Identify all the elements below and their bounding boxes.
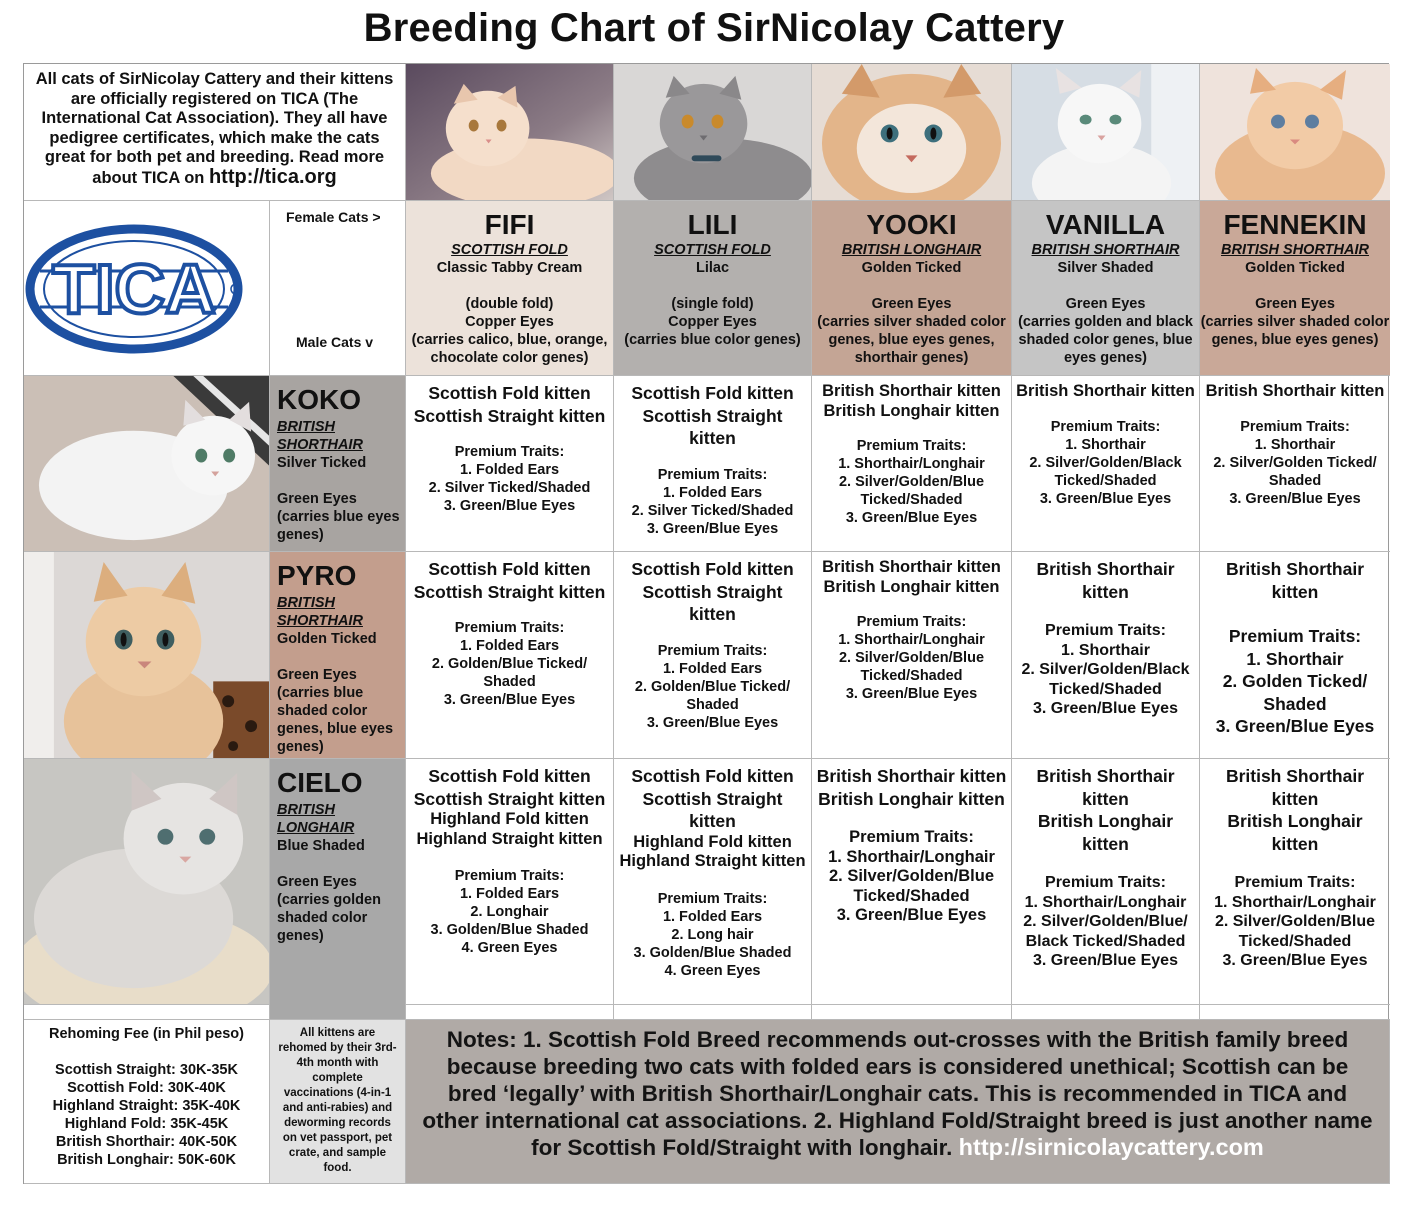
trait-item: 3. Green/Blue Eyes — [1222, 952, 1368, 969]
notes-box — [406, 1020, 1390, 1184]
kitten-type: British Shorthair kitten — [822, 558, 1001, 576]
fee-item: Highland Fold: 35K-45K — [64, 1116, 229, 1132]
trait-item: 2. Golden/Blue Ticked/ Shaded — [431, 656, 588, 690]
female-color: Golden Ticked — [1245, 260, 1345, 276]
result-pyro-yooki — [812, 552, 1012, 759]
male-detail: Green Eyes — [277, 874, 357, 890]
trait-item: 2. Silver Ticked/Shaded — [428, 480, 591, 496]
traits-heading: Premium Traits: — [1228, 626, 1362, 646]
kitten-type: Scottish Fold kitten — [631, 766, 794, 786]
result-koko-lili — [614, 376, 812, 552]
kitten-type: British Longhair kitten — [1227, 811, 1363, 854]
female-breed: BRITISH SHORTHAIR — [1031, 242, 1180, 258]
traits-heading: Premium Traits: — [856, 614, 967, 630]
trait-item: 2. Silver/Golden/Black Ticked/Shaded — [1029, 454, 1182, 489]
fee-item: British Shorthair: 40K-50K — [55, 1134, 238, 1150]
result-cielo-yooki — [812, 759, 1012, 1005]
kitten-type: British Longhair kitten — [823, 577, 1000, 596]
female-detail: Green Eyes — [1065, 296, 1146, 312]
female-detail: Copper Eyes — [668, 314, 757, 330]
yooki-photo — [812, 64, 1012, 201]
trait-item: 1. Shorthair — [1065, 436, 1146, 453]
trait-item: 2. Silver/Golden Ticked/ Shaded — [1213, 454, 1377, 489]
cattery-link[interactable]: http://sirnicolaycattery.com — [958, 1134, 1264, 1160]
trait-item: 1. Shorthair — [1246, 648, 1344, 669]
female-detail: Green Eyes — [1255, 296, 1335, 312]
female-name: FENNEKIN — [1223, 209, 1367, 240]
spacer-cell — [614, 1005, 812, 1020]
female-detail: (carries golden and black shaded color genes, blue eyes genes) — [1018, 314, 1193, 366]
traits-heading: Premium Traits: — [657, 466, 768, 483]
intro-body: All cats of SirNicolay Cattery and their kittens are officially registered on TICA (The International Cat Association). They all have pedigree certificates, which make the cats great for both pet and breeding. Read more about TICA on — [35, 70, 394, 187]
vanilla-photo — [1012, 64, 1200, 201]
female-detail: (double fold) — [465, 296, 554, 312]
male-info-cielo — [270, 759, 406, 1020]
male-name: CIELO — [277, 767, 363, 798]
spacer-cell — [1200, 1005, 1390, 1020]
cielo-photo — [24, 759, 270, 1005]
page-title: Breeding Chart of SirNicolay Cattery — [363, 6, 1065, 50]
kitten-type: Scottish Fold kitten — [631, 383, 794, 403]
trait-item: 3. Green/Blue Eyes — [1033, 700, 1178, 717]
fennekin-photo — [1200, 64, 1390, 201]
trait-item: 2. Golden/Blue Ticked/ Shaded — [634, 678, 791, 713]
trait-item: 1. Folded Ears — [459, 462, 560, 478]
kitten-type: Scottish Straight kitten — [642, 581, 783, 624]
lili-photo-image — [614, 64, 811, 200]
traits-heading: Premium Traits: — [1234, 874, 1356, 891]
trait-item: 1. Shorthair/Longhair — [1214, 893, 1376, 911]
female-color: Lilac — [695, 260, 730, 276]
trait-item: 4. Green Eyes — [664, 962, 761, 979]
female-detail: (carries silver shaded color genes, blue eyes genes) — [1200, 314, 1390, 348]
trait-item: 4. Green Eyes — [461, 940, 558, 956]
spacer-cell — [406, 1005, 614, 1020]
kitten-type: British Shorthair kitten — [1036, 766, 1175, 809]
male-name: KOKO — [277, 384, 361, 415]
rehoming-fee — [24, 1020, 270, 1184]
female-name: YOOKI — [866, 209, 957, 240]
kitten-type: British Shorthair kitten — [1225, 766, 1365, 809]
logo-text: TICA — [52, 250, 216, 328]
traits-heading: Premium Traits: — [454, 444, 565, 460]
male-name: PYRO — [277, 560, 357, 591]
male-info-pyro — [270, 552, 406, 759]
traits-heading: Premium Traits: — [657, 890, 768, 907]
trait-item: 3. Green/Blue Eyes — [646, 520, 779, 537]
spacer-cell — [812, 1005, 1012, 1020]
cielo-photo-image — [24, 759, 269, 1004]
result-koko-yooki — [812, 376, 1012, 552]
trait-item: 2. Silver/Golden/Blue/ Black Ticked/Shaded — [1023, 913, 1188, 950]
kitten-type: Scottish Straight kitten — [413, 581, 606, 602]
female-header-fifi — [406, 201, 614, 376]
trait-item: 1. Folded Ears — [459, 638, 560, 654]
kitten-type: Scottish Straight kitten — [642, 788, 783, 831]
female-detail: Green Eyes — [871, 296, 952, 312]
lili-photo — [614, 64, 812, 201]
koko-photo — [24, 376, 270, 552]
trait-item: 3. Green/Blue Eyes — [646, 714, 779, 731]
female-name: FIFI — [484, 209, 535, 240]
tica-logo-icon — [24, 201, 270, 376]
male-cats-label: Male Cats v — [296, 334, 374, 350]
female-header-lili — [614, 201, 812, 376]
fee-item: Highland Straight: 35K-40K — [52, 1098, 241, 1114]
result-koko-fifi — [406, 376, 614, 552]
kitten-type: British Shorthair kitten — [816, 766, 1007, 786]
trait-item: 3. Green/Blue Eyes — [443, 498, 576, 514]
trait-item: 1. Folded Ears — [662, 660, 763, 677]
trait-item: 3. Green/Blue Eyes — [836, 906, 987, 924]
trait-item: 2. Silver/Golden/Blue Ticked/Shaded — [838, 650, 985, 684]
female-detail: (carries blue color genes) — [624, 332, 801, 348]
female-detail: Copper Eyes — [465, 314, 554, 330]
kitten-type: Scottish Straight kitten — [413, 788, 606, 809]
trait-item: 3. Green/Blue Eyes — [845, 686, 978, 702]
female-name: VANILLA — [1045, 209, 1166, 240]
notes-text: Notes: 1. Scottish Fold Breed recommends out-crosses with the British family breed because breeding two cats with folded ears is considered unethical; Scottish can be bred ‘legally’ with British Shorthair/Longhair cats. This is recommended in TICA and other international cat associations. 2. Highland Fold/Straight breed is just another name for Scottish Fold/Straight with longhair. — [422, 1027, 1373, 1160]
kitten-type: British Shorthair kitten — [822, 382, 1001, 400]
intro-text — [24, 64, 406, 201]
female-breed: SCOTTISH FOLD — [451, 242, 568, 258]
male-detail: Green Eyes — [277, 491, 357, 507]
male-color: Silver Ticked — [277, 455, 367, 471]
female-detail: (single fold) — [671, 296, 754, 312]
result-cielo-lili — [614, 759, 812, 1005]
trait-item: 1. Shorthair/Longhair — [1024, 893, 1187, 911]
trait-item: 3. Green/Blue Eyes — [845, 510, 978, 526]
result-pyro-vanilla — [1012, 552, 1200, 759]
kitten-type: Scottish Fold kitten — [631, 559, 794, 579]
female-color: Golden Ticked — [861, 260, 962, 276]
trait-item: 1. Folded Ears — [662, 484, 763, 501]
trait-item: 1. Shorthair/Longhair — [838, 456, 985, 472]
fee-item: Scottish Fold: 30K-40K — [67, 1080, 226, 1096]
result-koko-vanilla — [1012, 376, 1200, 552]
axis-labels — [270, 201, 406, 376]
female-header-vanilla — [1012, 201, 1200, 376]
male-detail: (carries blue shaded color genes, blue eyes genes) — [277, 685, 394, 755]
pyro-photo-image — [24, 552, 269, 758]
trait-item: 2. Silver/Golden/Blue Ticked/Shaded — [828, 867, 995, 905]
female-name: LILI — [687, 209, 738, 240]
kitten-type: Highland Straight kitten — [416, 829, 603, 848]
result-koko-fennekin — [1200, 376, 1390, 552]
male-detail: (carries blue eyes genes) — [277, 509, 400, 543]
trait-item: 2. Silver/Golden/Blue Ticked/Shaded — [838, 474, 985, 508]
trait-item: 3. Green/Blue Eyes — [1215, 716, 1375, 736]
female-header-fennekin — [1200, 201, 1390, 376]
female-detail: (carries silver shaded color genes, blue eyes genes, shorthair genes) — [817, 314, 1006, 366]
traits-heading: Premium Traits: — [1240, 418, 1350, 435]
rehome-note: All kittens are rehomed by their 3rd-4th month with complete vaccinations (4-in-1 and anti-rabies) and deworming records on vet passport, pet crate, and sample food. — [270, 1020, 406, 1184]
trait-item: 1. Shorthair/Longhair — [828, 847, 995, 866]
trait-item: 3. Green/Blue Eyes — [1039, 490, 1172, 507]
female-cats-label: Female Cats > — [286, 209, 381, 225]
kitten-type: Scottish Fold kitten — [428, 766, 591, 786]
male-color: Golden Ticked — [277, 631, 377, 647]
kitten-type: British Longhair kitten — [818, 788, 1005, 809]
vanilla-photo-image — [1012, 64, 1199, 200]
traits-heading: Premium Traits: — [1045, 874, 1166, 891]
female-color: Classic Tabby Cream — [436, 260, 583, 276]
fifi-photo — [406, 64, 614, 201]
traits-heading: Premium Traits: — [454, 868, 565, 884]
kitten-type: Scottish Straight kitten — [642, 405, 783, 448]
tica-link[interactable]: http://tica.org — [208, 165, 337, 188]
trait-item: 3. Green/Blue Eyes — [1229, 490, 1361, 507]
trait-item: 2. Silver/Golden/Blue Ticked/Shaded — [1214, 913, 1376, 950]
kitten-type: British Longhair kitten — [1037, 811, 1174, 854]
spacer-cell — [1012, 1005, 1200, 1020]
trait-item: 1. Shorthair/Longhair — [838, 632, 985, 648]
traits-heading: Premium Traits: — [657, 642, 768, 659]
trait-item: 3. Golden/Blue Shaded — [430, 922, 589, 938]
kitten-type: Highland Fold kitten — [430, 810, 589, 828]
breeding-chart-grid — [23, 63, 1389, 1184]
kitten-type: British Shorthair kitten — [1016, 382, 1195, 400]
male-color: Blue Shaded — [277, 838, 365, 854]
kitten-type: Highland Straight kitten — [619, 852, 806, 870]
trait-item: 1. Shorthair — [1254, 436, 1336, 453]
result-pyro-lili — [614, 552, 812, 759]
trait-item: 2. Silver/Golden/Black Ticked/Shaded — [1021, 661, 1190, 698]
fee-item: Scottish Straight: 30K-35K — [55, 1062, 238, 1078]
traits-heading: Premium Traits: — [1045, 622, 1166, 639]
yooki-photo-image — [812, 64, 1011, 200]
trait-item: 1. Folded Ears — [662, 908, 763, 925]
male-detail: (carries golden shaded color genes) — [277, 892, 381, 944]
female-breed: BRITISH LONGHAIR — [841, 242, 982, 258]
trait-item: 3. Golden/Blue Shaded — [633, 944, 792, 961]
male-breed: BRITISH SHORTHAIR — [277, 595, 363, 629]
female-header-yooki — [812, 201, 1012, 376]
traits-heading: Premium Traits: — [1050, 418, 1161, 435]
trait-item: 2. Long hair — [671, 926, 754, 943]
result-pyro-fifi — [406, 552, 614, 759]
traits-heading: Premium Traits: — [454, 620, 565, 636]
result-cielo-fifi — [406, 759, 614, 1005]
kitten-type: Highland Fold kitten — [633, 832, 792, 851]
trait-item: 2. Longhair — [470, 904, 549, 920]
spacer-cell — [24, 1005, 270, 1020]
trait-item: 1. Folded Ears — [459, 886, 560, 902]
tica-logo-cell — [24, 201, 270, 376]
kitten-type: British Longhair kitten — [823, 401, 1000, 420]
trait-item: 1. Shorthair — [1061, 641, 1150, 659]
kitten-type: British Shorthair kitten — [1225, 559, 1365, 602]
result-cielo-fennekin — [1200, 759, 1390, 1005]
kitten-type: Scottish Fold kitten — [428, 559, 591, 579]
kitten-type: Scottish Fold kitten — [428, 383, 591, 403]
male-breed: BRITISH LONGHAIR — [277, 802, 355, 836]
traits-heading: Premium Traits: — [849, 828, 974, 846]
fifi-photo-image — [406, 64, 613, 200]
trait-item: 2. Golden Ticked/ Shaded — [1222, 671, 1368, 714]
female-color: Silver Shaded — [1057, 260, 1154, 276]
fee-heading: Rehoming Fee (in Phil peso) — [49, 1026, 244, 1042]
pyro-photo — [24, 552, 270, 759]
koko-photo-image — [24, 376, 269, 551]
fennekin-photo-image — [1200, 64, 1390, 200]
female-breed: SCOTTISH FOLD — [654, 242, 771, 258]
kitten-type: Scottish Straight kitten — [413, 405, 606, 426]
female-detail: (carries calico, blue, orange, chocolate color genes) — [411, 332, 608, 366]
result-cielo-vanilla — [1012, 759, 1200, 1005]
male-info-koko — [270, 376, 406, 552]
trait-item: 3. Green/Blue Eyes — [1033, 952, 1178, 969]
kitten-type: British Shorthair kitten — [1205, 382, 1385, 400]
kitten-type: British Shorthair kitten — [1036, 559, 1175, 602]
trait-item: 2. Silver Ticked/Shaded — [631, 502, 794, 519]
traits-heading: Premium Traits: — [856, 438, 967, 454]
result-pyro-fennekin — [1200, 552, 1390, 759]
fee-item: British Longhair: 50K-60K — [57, 1152, 236, 1168]
male-detail: Green Eyes — [277, 667, 357, 683]
trait-item: 3. Green/Blue Eyes — [443, 692, 576, 708]
female-breed: BRITISH SHORTHAIR — [1221, 242, 1369, 258]
male-breed: BRITISH SHORTHAIR — [277, 419, 363, 453]
